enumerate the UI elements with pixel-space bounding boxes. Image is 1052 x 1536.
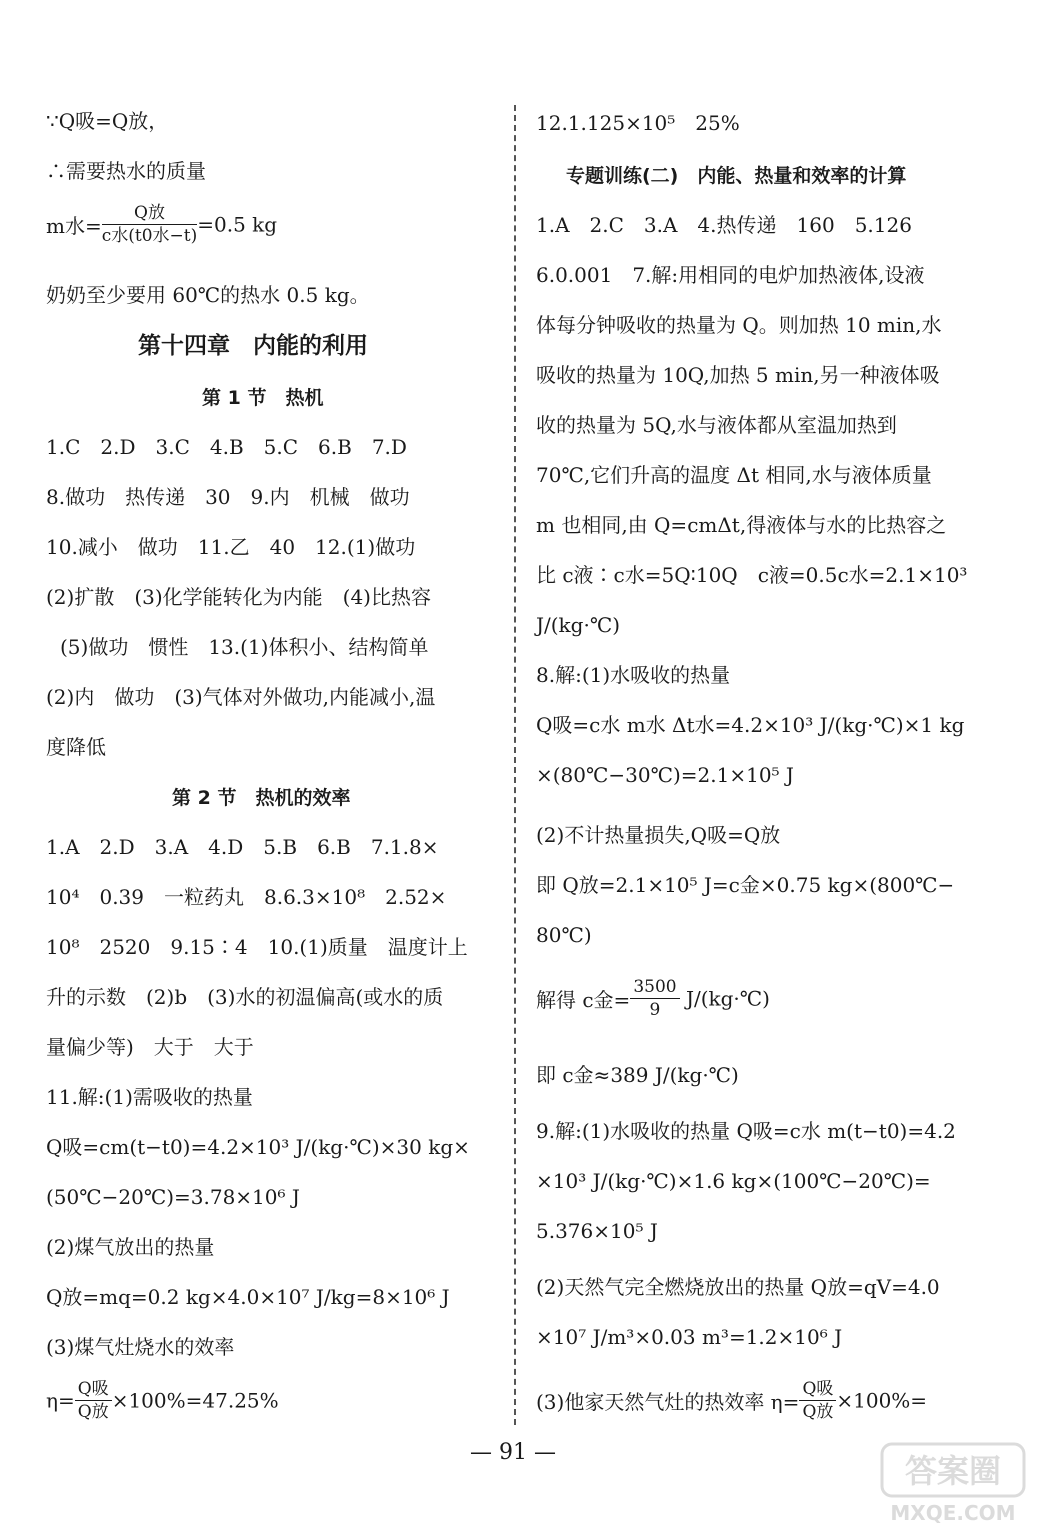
text-line: 6.0.001 7.解:用相同的电炉加热液体,设液 [536,263,925,287]
equation-efficiency [46,1378,279,1423]
text-line: 量偏少等) 大于 大于 [46,1035,254,1059]
text-line: 11.解:(1)需吸收的热量 [46,1085,253,1109]
text-line: 体每分钟吸收的热量为 Q。则加热 10 min,水 [536,313,942,337]
text-line: 吸收的热量为 10Q,加热 5 min,另一种液体吸 [536,363,940,387]
text-line: (5)做功 惯性 13.(1)体积小、结构简单 [60,635,429,659]
text-line: (3)煤气灶烧水的效率 [46,1335,235,1359]
fraction-denominator: Q放 [802,1402,834,1422]
fraction-numerator: Q放 [102,202,198,225]
topic-title: 专题训练(二) 内能、热量和效率的计算 [566,165,907,187]
fraction-denominator: Q放 [77,1402,109,1422]
watermark-url: MXQE.COM [890,1501,1016,1525]
watermark-text: 答案圈 [904,1452,1002,1490]
text-line: 1.A 2.C 3.A 4.热传递 160 5.126 [536,213,912,237]
fraction-denominator: 9 [649,1000,661,1020]
equation-specific-heat [536,976,770,1021]
fraction [630,976,679,1021]
text-line: Q吸=c水 m水 Δt水=4.2×10³ J/(kg·℃)×1 kg [536,713,965,737]
text-line: m 也相同,由 Q=cmΔt,得液体与水的比热容之 [536,513,947,537]
eq-rhs: ×100%= [836,1388,928,1413]
equation-efficiency-gas [536,1378,927,1423]
eq-rhs: =0.5 kg [197,212,278,237]
fraction [75,1378,112,1423]
text-line: 12.1.125×10⁵ 25% [536,111,740,135]
equation-mass [46,202,277,247]
text-line: (50℃−20℃)=3.78×10⁶ J [46,1185,300,1209]
eq-rhs: ×100%=47.25% [111,1388,279,1413]
text-line: 10.减小 做功 11.乙 40 12.(1)做功 [46,535,416,559]
text-line: 8.做功 热传递 30 9.内 机械 做功 [46,485,410,509]
section-title: 第 1 节 热机 [202,387,324,409]
page-number: — 91 — [470,1440,556,1465]
text-line: ×10³ J/(kg·℃)×1.6 kg×(100℃−20℃)= [536,1169,931,1193]
text-line: ∴需要热水的质量 [46,159,206,183]
text-line: ×10⁷ J/m³×0.03 m³=1.2×10⁶ J [536,1325,843,1349]
text-line: ∵Q吸=Q放， [46,109,169,133]
text-line: 10⁸ 2520 9.15∶4 10.(1)质量 温度计上 [46,935,468,959]
fraction-numerator: 3500 [630,976,679,999]
eq-lhs: η= [46,1388,75,1413]
eq-rhs: J/(kg·℃) [679,986,770,1011]
text-line: Q吸=cm(t−t0)=4.2×10³ J/(kg·℃)×30 kg× [46,1135,470,1159]
text-line: (2)内 做功 (3)气体对外做功,内能减小,温 [46,685,436,709]
text-line: 8.解:(1)水吸收的热量 [536,663,731,687]
text-line: 即 Q放=2.1×10⁵ J=c金×0.75 kg×(800℃− [536,873,955,897]
text-line: J/(kg·℃) [536,613,621,637]
fraction-numerator: Q吸 [799,1378,836,1401]
text-line: 度降低 [46,735,106,759]
text-line: 80℃) [536,923,592,947]
section-title: 第 2 节 热机的效率 [172,787,351,809]
text-line: 1.C 2.D 3.C 4.B 5.C 6.B 7.D [46,435,407,459]
chapter-title: 第十四章 内能的利用 [138,333,368,359]
text-line: Q放=mq=0.2 kg×4.0×10⁷ J/kg=8×10⁶ J [46,1285,450,1309]
watermark-logo [878,1440,1028,1528]
eq-lhs: 解得 c金= [536,988,631,1012]
text-line: (2)煤气放出的热量 [46,1235,215,1259]
fraction-denominator: c水(t0水−t) [101,226,198,246]
eq-lhs: (3)他家天然气灶的热效率 η= [536,1390,800,1414]
fraction [799,1378,836,1423]
text-line: 比 c液∶c水=5Q∶10Q c液=0.5c水=2.1×10³ [536,563,968,587]
text-line: 70℃,它们升高的温度 Δt 相同,水与液体质量 [536,463,932,487]
text-line: (2)不计热量损失,Q吸=Q放 [536,823,781,847]
eq-lhs: m水= [46,214,102,238]
text-line: (2)天然气完全燃烧放出的热量 Q放=qV=4.0 [536,1275,940,1299]
text-line: 升的示数 (2)b (3)水的初温偏高(或水的质 [46,985,444,1009]
text-line: 1.A 2.D 3.A 4.D 5.B 6.B 7.1.8× [46,835,439,859]
text-line: 5.376×10⁵ J [536,1219,658,1243]
text-line: 9.解:(1)水吸收的热量 Q吸=c水 m(t−t0)=4.2 [536,1119,956,1143]
text-line: ×(80℃−30℃)=2.1×10⁵ J [536,763,794,787]
text-line: (2)扩散 (3)化学能转化为内能 (4)比热容 [46,585,431,609]
fraction [102,202,198,247]
text-line: 即 c金≈389 J/(kg·℃) [536,1063,739,1087]
column-divider [514,105,516,1425]
text-line: 10⁴ 0.39 一粒药丸 8.6.3×10⁸ 2.52× [46,885,447,909]
fraction-numerator: Q吸 [75,1378,112,1401]
text-line: 收的热量为 5Q,水与液体都从室温加热到 [536,413,897,437]
text-line: 奶奶至少要用 60℃的热水 0.5 kg。 [46,283,370,307]
